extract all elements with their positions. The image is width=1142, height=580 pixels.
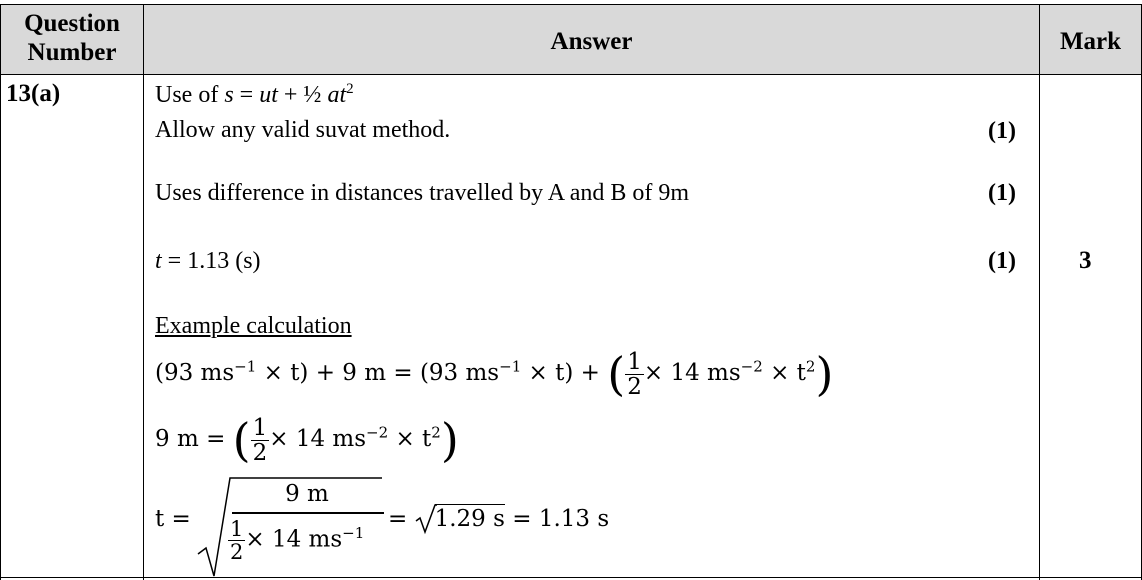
table-bottom-border [0,577,1142,578]
equation-3-label: t = [155,506,191,532]
header-answer: Answer [550,28,633,55]
header-question-line1: Question [24,10,120,37]
answer-line-allow-suvat: Allow any valid suvat method. [155,117,451,143]
eq3-half-fraction: $\frac{1}{2}$ [230,517,244,564]
equation-3-numerator: 9 m [285,481,329,507]
equation-3-denominator: $\frac{1}{2}$ × 14 $ms^{-1}$ [230,517,365,564]
eq1-half-fraction: $\frac{1}{2}$ [627,348,642,400]
equation-3-fraction-bar [232,512,384,514]
table-top-border [0,4,1142,5]
example-calculation-heading: Example calculation [155,313,352,339]
answer-line-use-of-formula: Use of s = ut + ½ $at^2$ [155,81,354,108]
header-question-line2: Number [27,39,117,66]
header-question-number [4,9,140,67]
equation-1: (93 $ms^{-1} \times t) + 9$ m = (93 $ms^{-1} \times t$) + ( $\frac{1}{2}$ × 14 $ms^{-2} \times t^2$) [155,347,834,401]
mark-point-3: (1) [988,248,1016,274]
mark-point-1: (1) [988,118,1016,144]
column-divider-1 [143,4,144,580]
sqrt-1-29: 1.29 s [415,505,505,533]
question-number: 13(a) [6,80,61,107]
eq2-half-fraction: $\frac{1}{2}$ [252,414,268,466]
equation-3-result: = 1.29 s = 1.13 s [388,506,610,532]
answer-line-time-result: t = 1.13 (s) [155,248,261,274]
header-mark: Mark [1059,28,1122,55]
mark-point-2: (1) [988,180,1016,206]
total-mark: 3 [1079,247,1092,274]
column-divider-2 [1039,4,1040,580]
answer-line-difference: Uses difference in distances travelled by A and B of 9m [155,180,690,206]
equation-2: 9 m = ( $\frac{1}{2}$ × 14 $ms^{-2} \times t^2$) [155,413,459,467]
header-bottom-border [0,74,1142,75]
table-left-border [0,4,1,580]
